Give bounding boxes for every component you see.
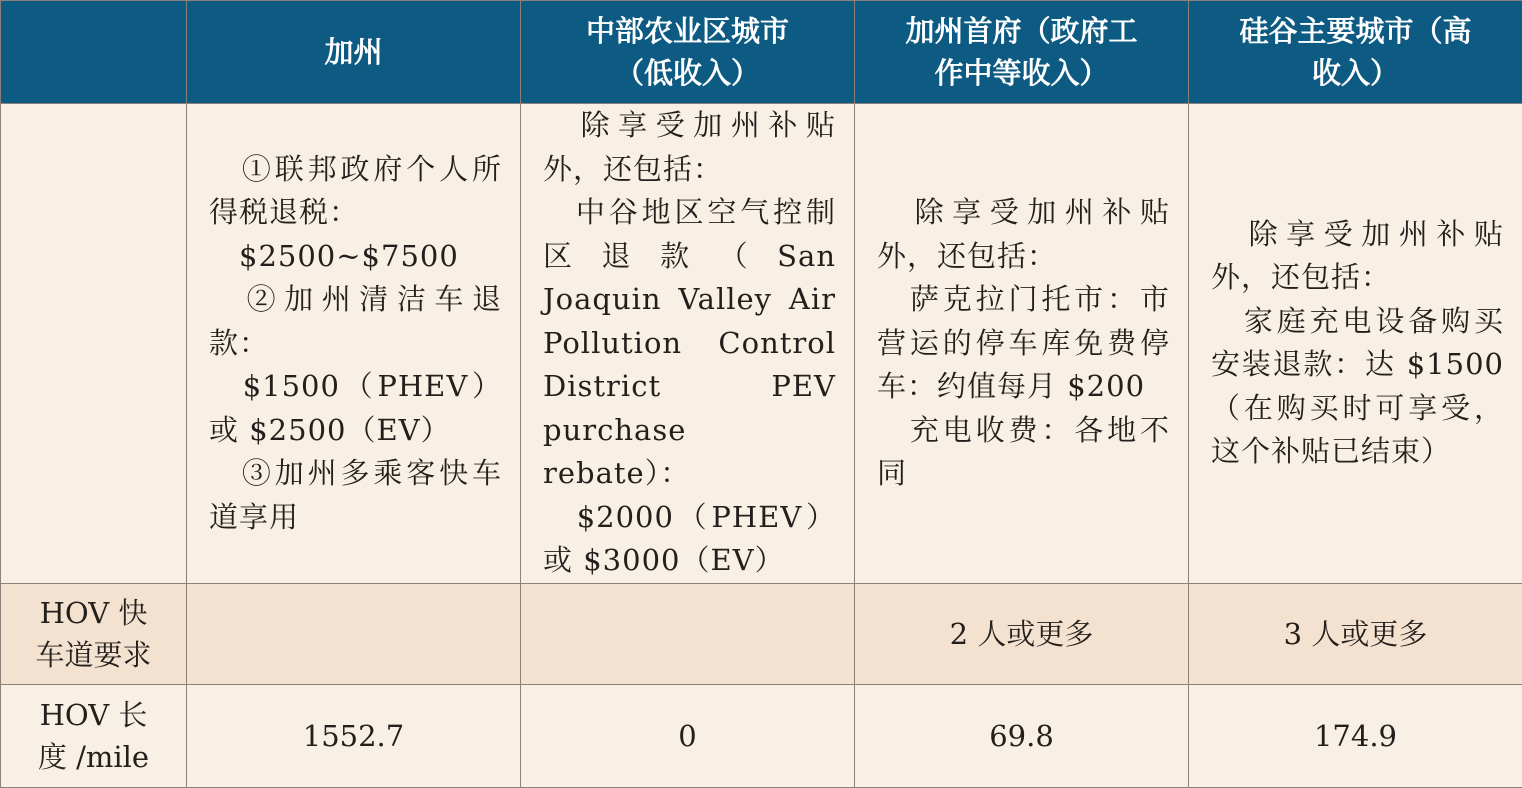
header-row (1, 1, 1522, 104)
hov-requirement-label: HOV 快 车道要求 (1, 583, 187, 684)
header-california: 加州 (187, 1, 521, 104)
header-corner (1, 1, 187, 104)
hov-requirement-sacramento: 2 人或更多 (855, 583, 1189, 684)
hov-requirement-california (187, 583, 521, 684)
hov-length-row (1, 684, 1522, 787)
hov-requirement-silicon-valley: 3 人或更多 (1189, 583, 1522, 684)
hov-requirement-row (1, 583, 1522, 684)
hov-length-silicon-valley: 174.9 (1189, 684, 1522, 787)
hov-requirement-central-valley (521, 583, 855, 684)
header-sacramento: 加州首府（政府工 作中等收入） (855, 1, 1189, 104)
header-silicon-valley: 硅谷主要城市（高 收入） (1189, 1, 1522, 104)
incentive-cell-silicon-valley: 除享受加州补贴外，还包括： 家庭充电设备购买安装退款：达 $1500（在购买时可享受，这个补贴已结束） (1189, 104, 1522, 584)
hov-length-central-valley: 0 (521, 684, 855, 787)
hov-length-label: HOV 长 度 /mile (1, 684, 187, 787)
incentive-row-label (1, 104, 187, 584)
incentive-cell-california: ①联邦政府个人所得税退税： $2500~$7500 ②加州清洁车退款： $1500（PHEV）或 $2500（EV） ③加州多乘客快车道享用 (187, 104, 521, 584)
incentive-cell-central-valley: 除享受加州补贴外，还包括： 中谷地区空气控制区退款（San Joaquin Valley Air Pollution Control District PEV purchase rebate）： $2000（PHEV）或 $3000（EV） (521, 104, 855, 584)
hov-length-sacramento: 69.8 (855, 684, 1189, 787)
incentive-cell-sacramento: 除享受加州补贴外，还包括： 萨克拉门托市：市营运的停车库免费停车：约值每月 $200 充电收费：各地不同 (855, 104, 1189, 584)
header-central-valley: 中部农业区城市 （低收入） (521, 1, 855, 104)
hov-length-california: 1552.7 (187, 684, 521, 787)
incentive-row (1, 104, 1522, 584)
